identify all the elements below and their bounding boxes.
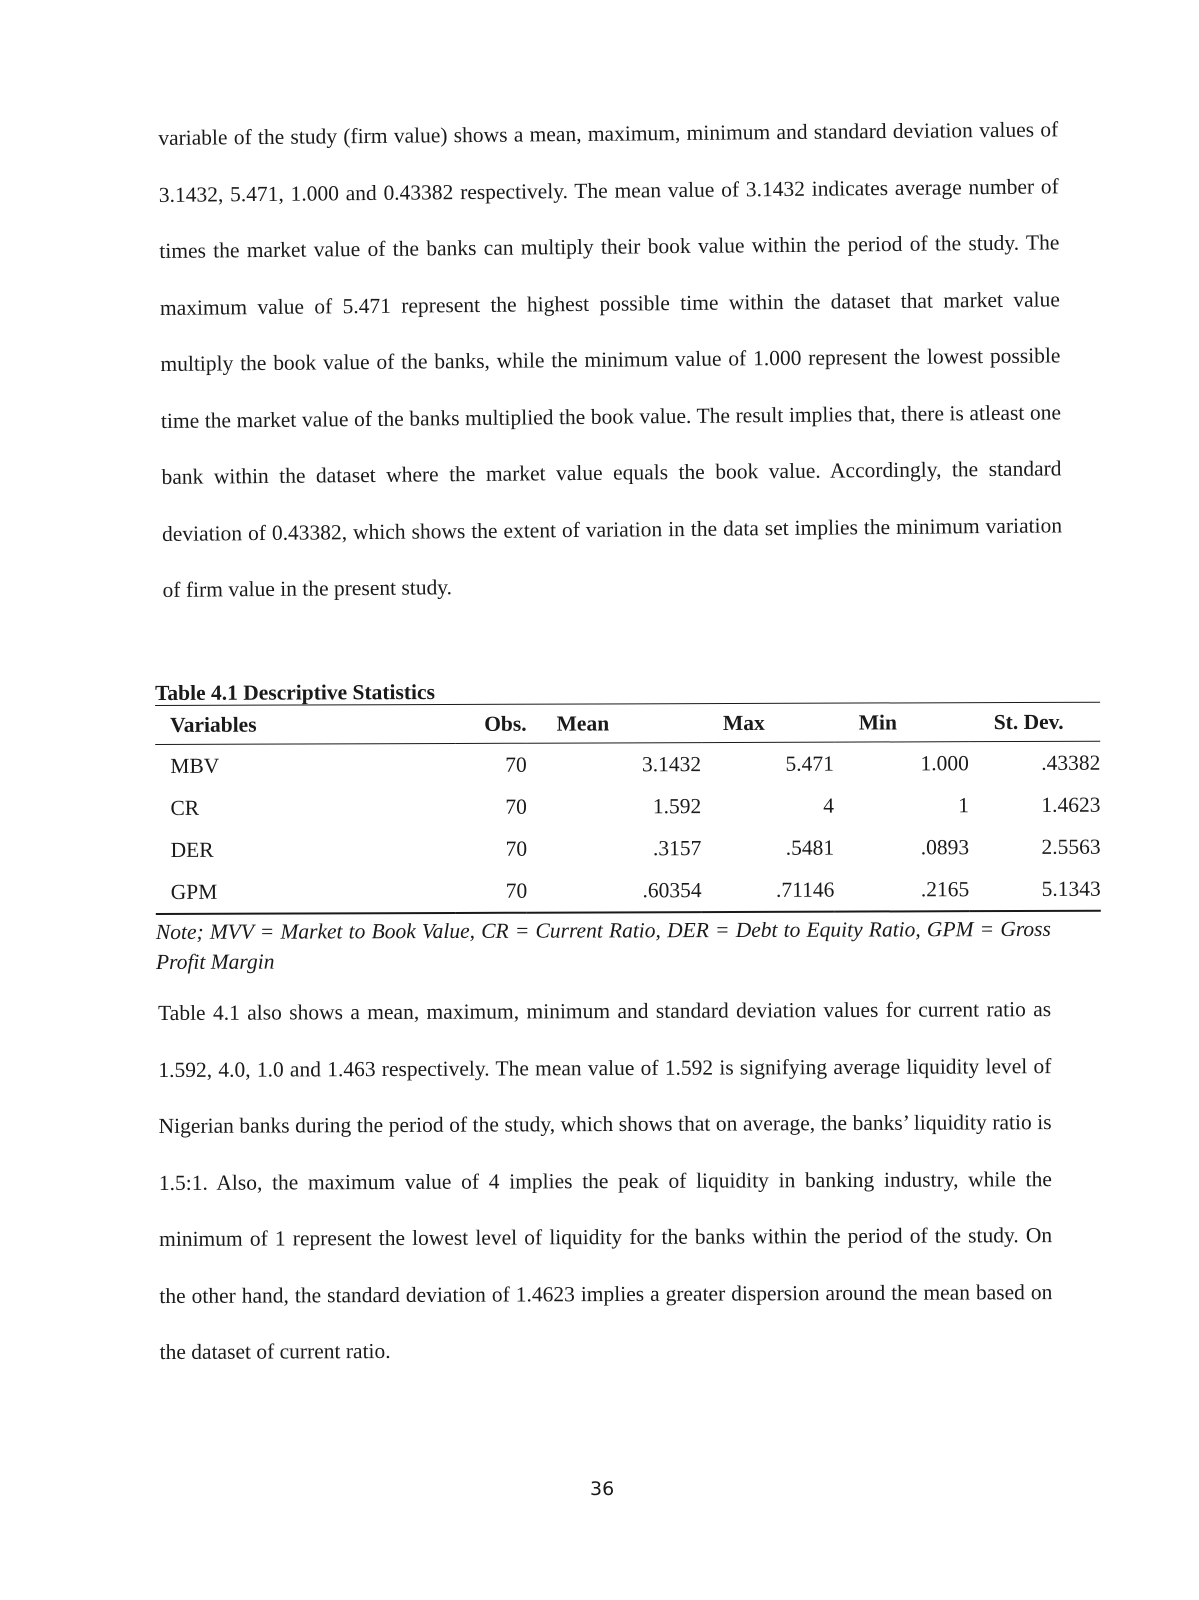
table-row — [155, 784, 1100, 829]
table-caption — [155, 678, 1100, 705]
cell-obs: 70 — [505, 794, 527, 819]
cell-max: .5481 — [785, 835, 835, 860]
descriptive-statistics-table-block — [155, 678, 1101, 977]
header-mean: Mean — [556, 710, 610, 736]
cell-mean: .60354 — [642, 877, 702, 902]
cell-max: 4 — [823, 793, 835, 818]
cell-sd: .43382 — [1041, 750, 1101, 775]
cell-obs: 70 — [505, 752, 527, 777]
cell-mean: 1.592 — [652, 793, 702, 818]
cell-max: 5.471 — [785, 751, 834, 776]
header-min: Min — [858, 709, 897, 735]
cell-obs: 70 — [505, 878, 528, 903]
cell-min: 1.000 — [920, 750, 969, 775]
cell-sd: 5.1343 — [1041, 876, 1101, 901]
table-row — [156, 868, 1101, 914]
table-row — [156, 826, 1101, 871]
cell-obs: 70 — [505, 836, 528, 861]
cell-min: .2165 — [920, 876, 970, 901]
page-number: 36 — [590, 1478, 615, 1500]
body-paragraph-1: variable of the study (firm value) shows a mean, maximum, minimum and standard deviation values of 3.1432, 5.471, 1.000 and 0.43382 respectively. The mean value of 3.1432 indicates average number of times the market value of the banks can multiply their book value within the period of the study. The maximum value of 5.471 represent the highest possible time within the dataset that market value multiply the book value of the banks, while the minimum value of 1.000 represent the lowest possible time the market value of the banks multiplied the book value. The result implies that, there is atleast one bank within the dataset where the market value equals the book value. Accordingly, the standard deviation of 0.43382, which shows the extent of variation in the data set implies the minimum variation of firm value in the present study. — [158, 117, 1063, 602]
cell-variable: MBV — [170, 753, 220, 778]
table-row — [155, 741, 1100, 787]
cell-min: .0893 — [920, 834, 970, 859]
cell-variable: DER — [170, 837, 214, 862]
header-max: Max — [722, 710, 765, 735]
cell-variable: CR — [170, 795, 200, 820]
header-variables: Variables — [170, 712, 257, 737]
cell-mean: 3.1432 — [641, 751, 702, 776]
cell-sd: 2.5563 — [1041, 834, 1101, 859]
descriptive-statistics-table — [155, 703, 1101, 915]
table-header-row — [155, 703, 1100, 745]
cell-min: 1 — [958, 792, 970, 817]
body-paragraph-2: Table 4.1 also shows a mean, maximum, minimum and standard deviation values for current ratio as 1.592, 4.0, 1.0 and 1.463 respectively. The mean value of 1.592 is signifying average liquidity level of Nigerian banks during the period of the study, which shows that on average, the banks’ liquidity ratio is 1.5:1. Also, the maximum value of 4 implies the peak of liquidity in banking industry, while the minimum of 1 represent the lowest level of liquidity for the banks within the period of the study. On the other hand, the standard deviation of 1.4623 implies a greater dispersion around the mean based on the dataset of current ratio. — [158, 997, 1053, 1364]
cell-max: .71146 — [775, 877, 835, 902]
table-caption-text: Table 4.1 Descriptive Statistics — [155, 680, 435, 705]
header-obs: Obs. — [484, 711, 527, 736]
cell-variable: GPM — [170, 879, 218, 904]
cell-mean: .3157 — [652, 835, 702, 860]
cell-sd: 1.4623 — [1041, 792, 1101, 817]
table-note: Note; MVV = Market to Book Value, CR = Current Ratio, DER = Debt to Equity Ratio, GPM = Gross Profit Margin — [155, 916, 1051, 974]
header-sd: St. Dev. — [993, 709, 1064, 734]
